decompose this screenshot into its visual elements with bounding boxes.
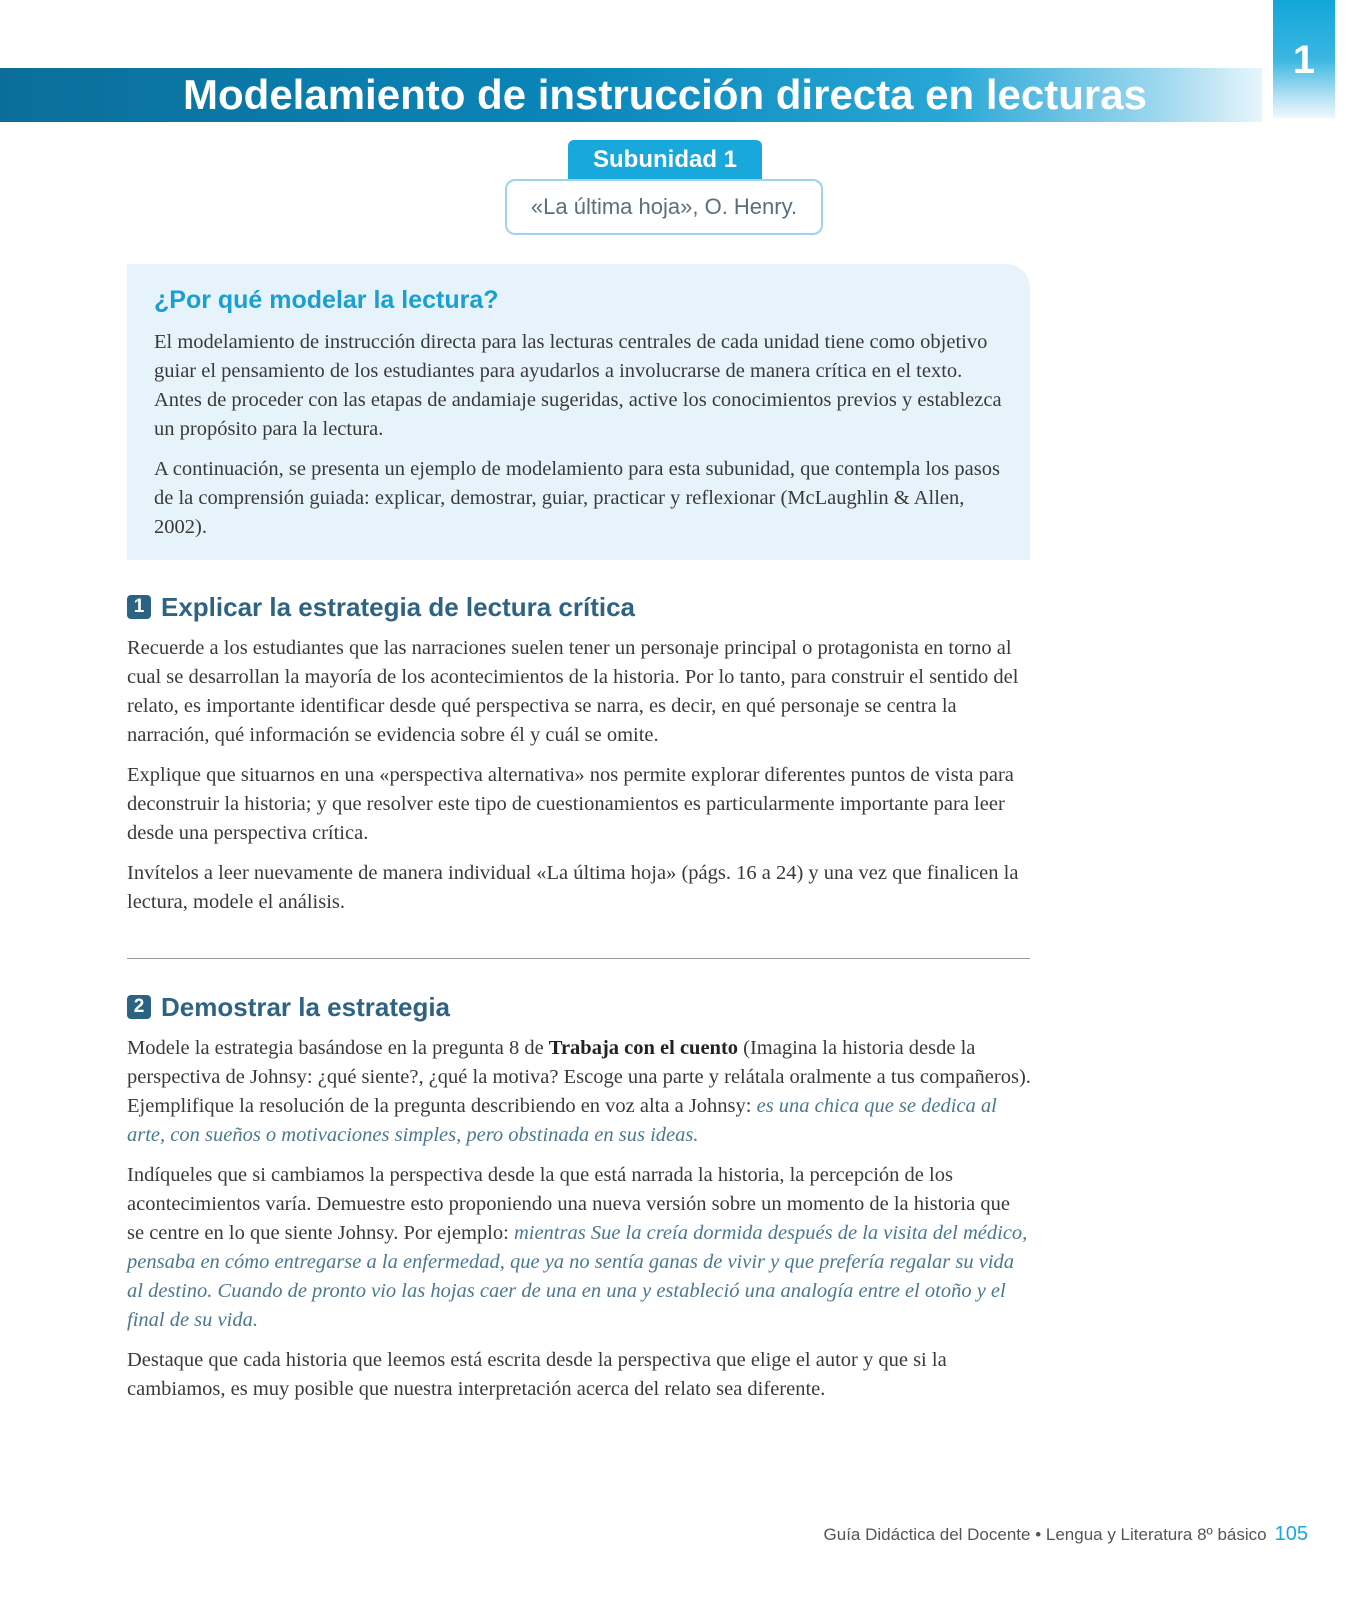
text-run: (Imagina la historia desde la perspectiva de Johnsy: ¿qué siente?, ¿qué la motiva? Escoge una parte y relátala oralmente a tus compañeros). Ejemplifique la resolución de la pregunta describiendo en voz alta a Johnsy:: [127, 1037, 1031, 1117]
info-box: [127, 264, 1030, 560]
footer-text: Guía Didáctica del Docente • Lengua y Literatura 8º básico: [823, 1525, 1267, 1544]
page-footer: [824, 1519, 1308, 1549]
section-heading: [127, 990, 1032, 1024]
subunit-reading-title: «La última hoja», O. Henry.: [505, 179, 823, 235]
step-number-badge: 1: [127, 595, 151, 619]
section-explain: [127, 590, 1032, 928]
unit-number-tab: 1: [1273, 0, 1335, 118]
section-title: Demostrar la estrategia: [161, 992, 451, 1022]
subunit-label: Subunidad 1: [568, 140, 762, 180]
section-heading: [127, 590, 1032, 624]
step-number-badge: 2: [127, 995, 151, 1019]
page-title: Modelamiento de instrucción directa en lecturas: [183, 71, 1147, 118]
section1-paragraph-1: Recuerde a los estudiantes que las narraciones suelen tener un personaje principal o protagonista en torno al cual se desarrollan la mayoría de los acontecimientos de la historia. Por lo tanto, para construir el sentido del relato, es importante identificar desde qué perspectiva se narra, es decir, en qué personaje se centra la narración, qué información se evidencia sobre él y cuál se omite.: [127, 637, 1019, 746]
section-divider: [127, 958, 1030, 959]
text-run: Indíqueles que si cambiamos la perspectiva desde la que está narrada la historia, la percepción de los acontecimientos varía. Demuestre esto proponiendo una nueva versión sobre un momento de la historia que se centre en lo que siente Johnsy. Por ejemplo:: [127, 1164, 1010, 1244]
section1-paragraph-2: Explique que situarnos en una «perspectiva alternativa» nos permite explorar diferentes puntos de vista para deconstruir la historia; y que resolver este tipo de cuestionamientos es particularmente importante para leer desde una perspectiva crítica.: [127, 764, 1014, 844]
info-box-title: ¿Por qué modelar la lectura?: [154, 286, 499, 314]
section-demonstrate: [127, 990, 1032, 1415]
section2-paragraph-3: Destaque que cada historia que leemos está escrita desde la perspectiva que elige el autor y que si la cambiamos, es muy posible que nuestra interpretación acerca del relato sea diferente.: [127, 1349, 947, 1400]
example-text: mientras Sue la creía dormida después de la visita del médico, pensaba en cómo entregarse a la enfermedad, que ya no sentía ganas de vivir y que prefería regalar su vida al destino. Cuando de pronto vio las hojas caer de una en una y estableció una analogía entre el otoño y el final de su vida.: [127, 1222, 1028, 1331]
text-run: Modele la estrategia basándose en la pregunta 8 de: [127, 1037, 549, 1059]
section2-paragraph-2: [127, 1161, 1032, 1335]
section1-paragraph-3: Invítelos a leer nuevamente de manera individual «La última hoja» (págs. 16 a 24) y una vez que finalicen la lectura, modele el análisis.: [127, 862, 1019, 913]
info-paragraph-2: A continuación, se presenta un ejemplo de modelamiento para esta subunidad, que contempla los pasos de la comprensión guiada: explicar, demostrar, guiar, practicar y reflexionar (McLaughlin & Allen, 2002).: [154, 458, 1000, 538]
activity-name: Trabaja con el cuento: [548, 1037, 739, 1059]
page-number: 105: [1274, 1523, 1308, 1545]
info-paragraph-1: El modelamiento de instrucción directa para las lecturas centrales de cada unidad tiene como objetivo guiar el pensamiento de los estudiantes para ayudarlos a involucrarse de manera crítica en el texto. Antes de proceder con las etapas de andamiaje sugeridas, active los conocimientos previos y establezca un propósito para la lectura.: [154, 331, 1002, 440]
section2-paragraph-1: [127, 1034, 1032, 1150]
section-title: Explicar la estrategia de lectura crítica: [161, 592, 636, 622]
example-text: es una chica que se dedica al arte, con sueños o motivaciones simples, pero obstinada en sus ideas.: [127, 1095, 997, 1146]
